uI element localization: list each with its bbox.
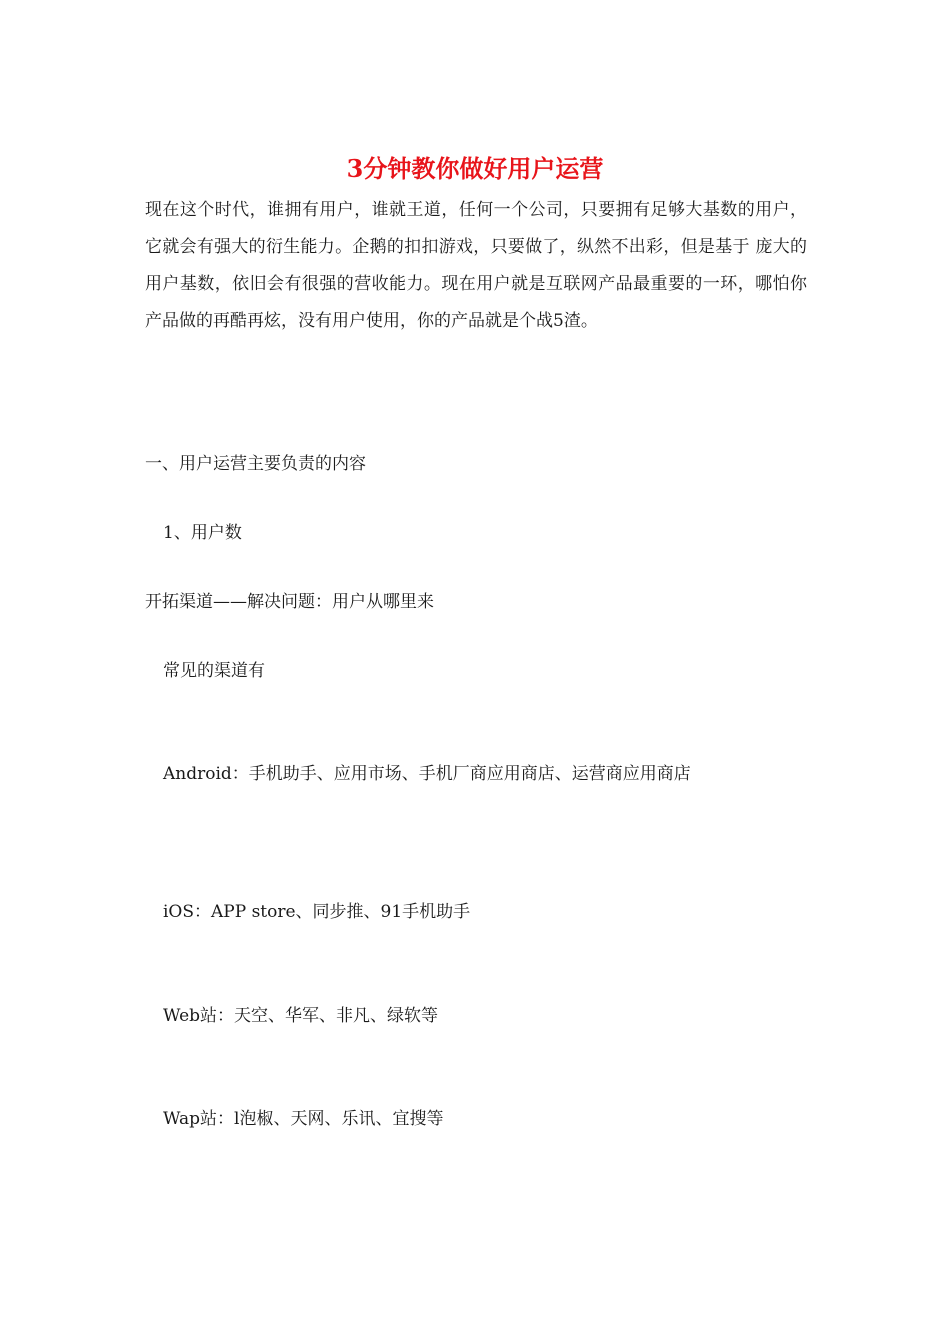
channel-web: Web站：天空、华军、非凡、绿软等 [163, 1006, 439, 1026]
subsection-heading: 1、用户数 [163, 523, 242, 543]
section-heading: 一、用户运营主要负责的内容 [145, 454, 366, 474]
channel-android: Android：手机助手、应用市场、手机厂商应用商店、运营商应用商店 [163, 764, 691, 784]
open-channels-text: 开拓渠道——解决问题：用户从哪里来 [145, 592, 434, 612]
document-title: 3分钟教你做好用户运营 [346, 154, 604, 183]
intro-paragraph: 现在这个时代，谁拥有用户，谁就王道，任何一个公司，只要拥有足够大基数的用户，它就会有强大的衍生能力。企鹅的扣扣游戏，只要做了，纵然不出彩，但是基于 庞大的用户基数，依旧会有很强的营收能力。现在用户就是互联网产品最重要的一环，哪怕你产品做的再酷再炫，没有用户使用，你的产品就是个战5渣。 [145, 200, 807, 331]
channel-ios: iOS：APP store、同步推、91手机助手 [163, 902, 471, 922]
common-channels-label: 常见的渠道有 [163, 661, 265, 681]
channel-wap: Wap站：l泡椒、天网、乐讯、宜搜等 [163, 1109, 444, 1129]
